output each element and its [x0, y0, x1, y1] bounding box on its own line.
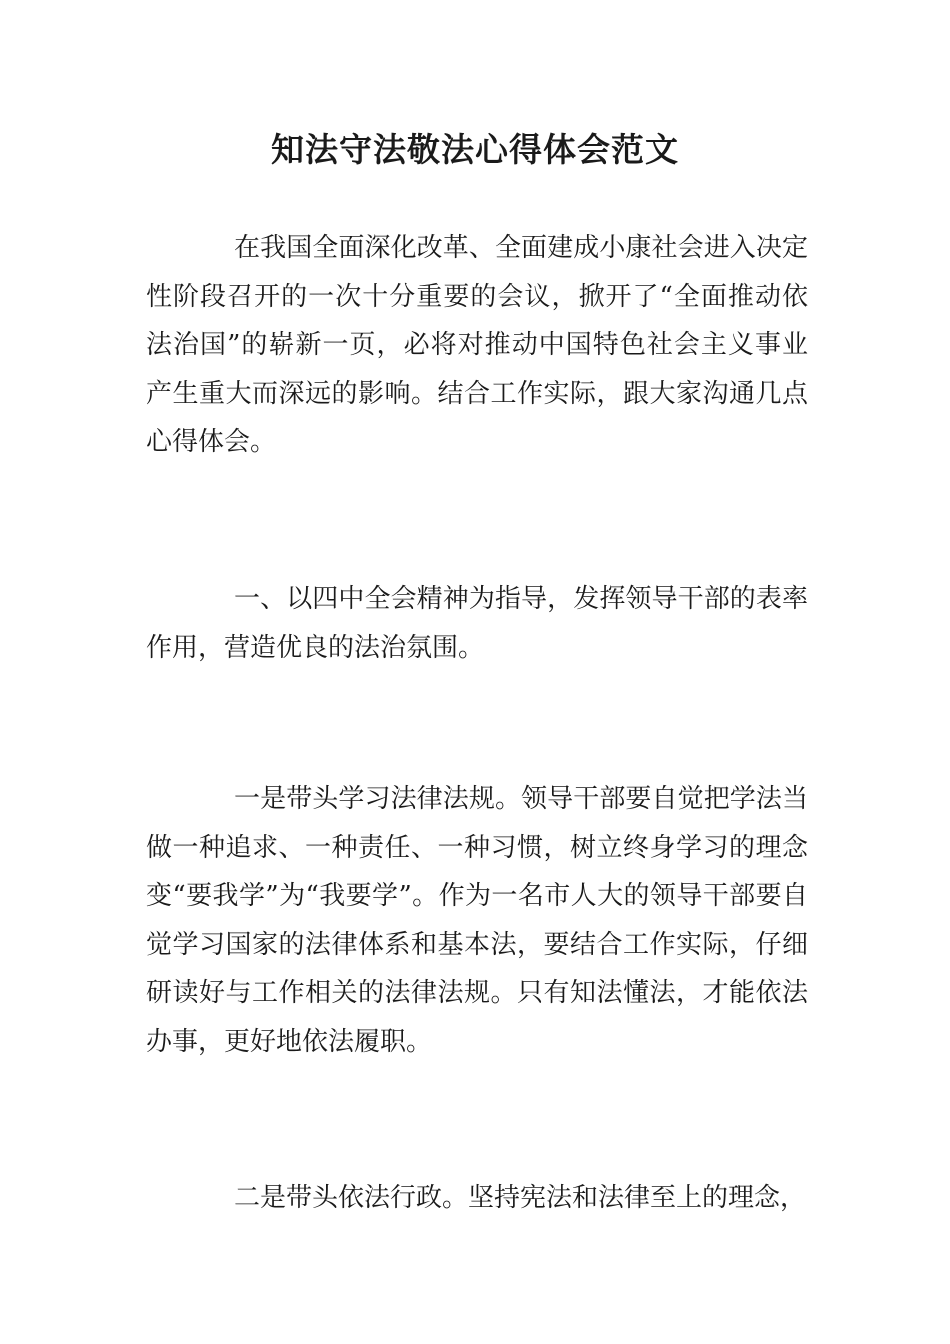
- point-one-paragraph: 一是带头学习法律法规。领导干部要自觉把学法当做一种追求、一种责任、一种习惯，树立终身学习的理念变“要我学”为“我要学”。作为一名市人大的领导干部要自觉学习国家的法律体系和基本法，要结合工作实际，仔细研读好与工作相关的法律法规。只有知法懂法，才能依法办事，更好地依法履职。: [146, 784, 808, 1057]
- section-heading-one: 一、以四中全会精神为指导，发挥领导干部的表率作用，营造优良的法治氛围。: [146, 584, 808, 663]
- point-two-paragraph: 二是带头依法行政。坚持宪法和法律至上的理念，: [234, 1183, 807, 1213]
- document-title: 知法守法敬法心得体会范文: [271, 130, 679, 169]
- intro-paragraph: 在我国全面深化改革、全面建成小康社会进入决定性阶段召开的一次十分重要的会议，掀开了“全面推动依法治国”的崭新一页，必将对推动中国特色社会主义事业产生重大而深远的影响。结合工作实际，跟大家沟通几点心得体会。: [146, 233, 808, 457]
